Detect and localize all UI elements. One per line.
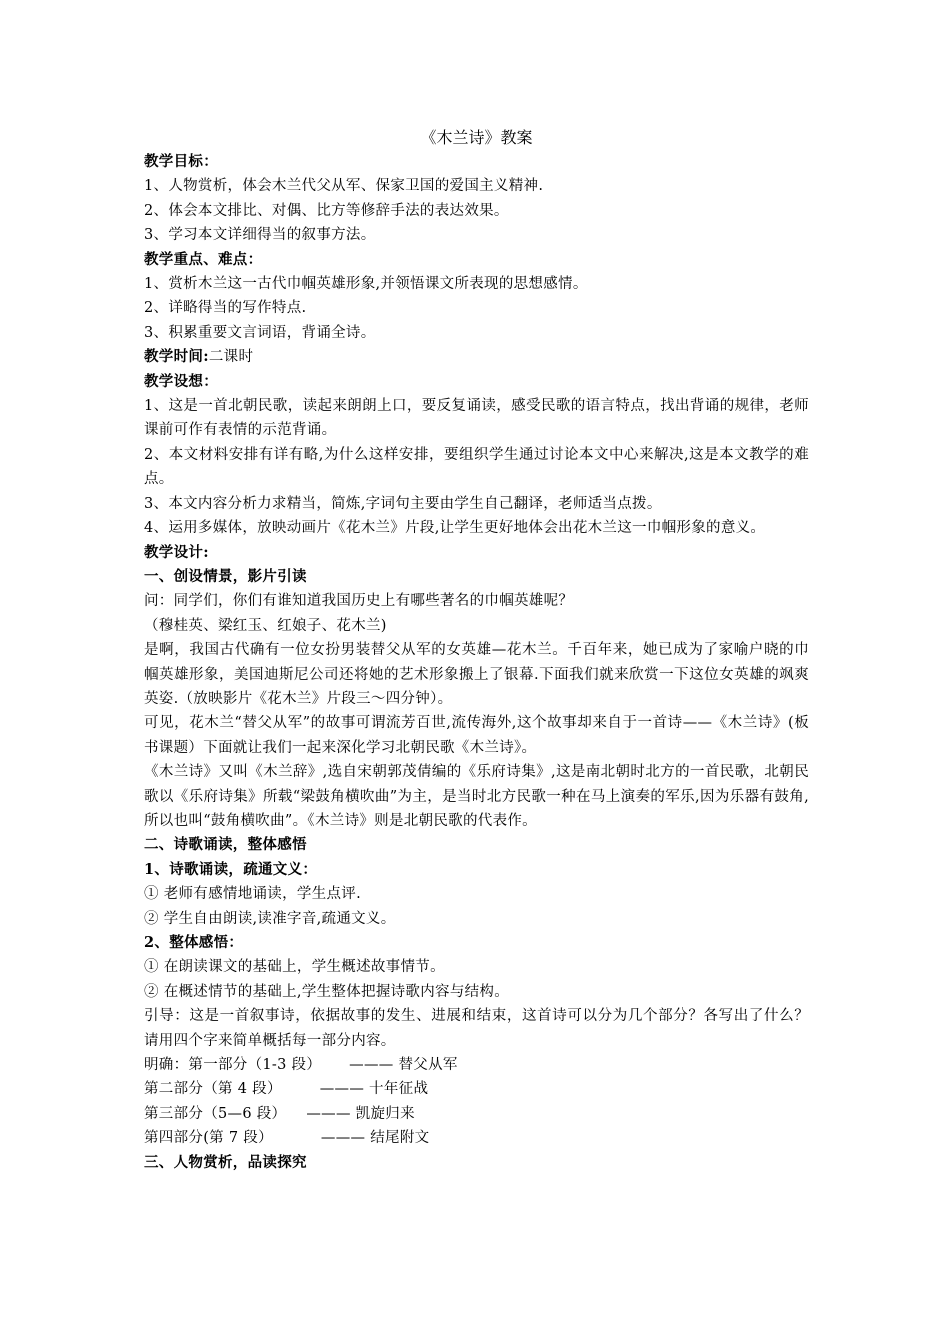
section1-paragraph: 《木兰诗》又叫《木兰辞》,选自宋朝郭茂倩编的《乐府诗集》,这是南北朝时北方的一首民歌，北朝民歌以《乐府诗集》所载“梁鼓角横吹曲”为主，是当时北方民歌一种在马上演奏的军乐,因为乐器有鼓角,所以也叫“鼓角横吹曲”。《木兰诗》则是北朝民歌的代表作。 [144,764,809,829]
part-row [144,1053,809,1077]
design-heading: 教学设计: [144,543,209,561]
objective-item: 1、人物赏析，体会木兰代父从军、保家卫国的爱国主义精神. [144,178,544,195]
focus-item: 1、赏析木兰这一古代巾帼英雄形象,并领悟课文所表现的思想感情。 [144,276,588,293]
document-body [144,126,809,1175]
document-title: 《木兰诗》教案 [420,128,533,147]
part-row [144,1102,809,1126]
ideas-heading: 教学设想： [144,372,218,390]
sub1-item: ① 老师有感情地诵读，学生点评. [144,886,362,903]
section1-answer: （穆桂英、梁红玉、红娘子、花木兰) [144,617,387,634]
sub2-heading: 2、整体感悟： [144,934,244,951]
idea-item: 4、运用多媒体，放映动画片《花木兰》片段,让学生更好地体会出花木兰这一巾帼形象的意义。 [144,520,766,537]
section1-paragraph: 可见，花木兰“替父从军”的故事可谓流芳百世,流传海外,这个故事却来自于一首诗——《木兰诗》(板书课题）下面就让我们一起来深化学习北朝民歌《木兰诗》。 [144,715,809,756]
sub2-item: ② 在概述情节的基础上,学生整体把握诗歌内容与结构。 [144,983,510,1000]
part-summary: ——— 结尾附文 [320,1130,430,1147]
part-summary: ——— 十年征战 [319,1081,429,1098]
objective-item: 2、体会本文排比、对偶、比方等修辞手法的表达效果。 [144,202,509,219]
teaching-time-value: 二课时 [208,349,254,366]
section1-paragraph: 是啊，我国古代确有一位女扮男装替父从军的女英雄—花木兰。千百年来，她已成为了家喻户晓的巾帼英雄形象，美国迪斯尼公司还将她的艺术形象搬上了银幕.下面我们就来欣赏一下这位女英雄的飒爽英姿.（放映影片《花木兰》片段三～四分钟）。 [144,642,809,707]
focus-heading: 教学重点、难点： [144,250,263,268]
idea-item: 3、本文内容分析力求精当，简炼,字词句主要由学生自己翻译，老师适当点拨。 [144,495,662,512]
part-row [144,1126,809,1150]
part-label: 第三部分（5—6 段） [144,1105,287,1122]
sub1-item: ② 学生自由朗读,读准字音,疏通文义。 [144,910,396,927]
focus-item: 3、积累重要文言词语，背诵全诗。 [144,324,376,341]
section2-heading: 二、诗歌诵读，整体感悟 [144,836,307,854]
section1-heading: 一、创设情景，影片引读 [144,567,307,585]
part-row [144,1077,809,1101]
part-summary: ——— 凯旋归来 [306,1105,415,1122]
sub1-heading: 1、诗歌诵读，疏通文义： [144,860,318,878]
part-label: 第二部分（第 4 段） [144,1081,282,1098]
part-label: 明确：第一部分（1-3 段） [144,1057,322,1074]
teaching-time [144,345,809,369]
part-label: 第四部分(第 7 段） [144,1130,273,1147]
idea-item: 2、本文材料安排有详有略,为什么这样安排，要组织学生通过讨论本文中心来解决,这是本文教学的难点。 [144,446,809,488]
focus-item: 2、详略得当的写作特点. [144,300,307,317]
guide-paragraph: 引导：这是一首叙事诗，依据故事的发生、进展和结束，这首诗可以分为几个部分？各写出了什么？请用四个字来简单概括每一部分内容。 [144,1008,809,1049]
sub2-item: ① 在朗读课文的基础上，学生概述故事情节。 [144,959,445,976]
teaching-time-label: 教学时间: [144,348,209,366]
section1-question: 问：同学们，你们有谁知道我国历史上有哪些著名的巾帼英雄呢？ [144,593,574,610]
section3-heading: 三、人物赏析，品读探究 [144,1153,307,1171]
idea-item: 1、这是一首北朝民歌，读起来朗朗上口，要反复诵读，感受民歌的语言特点，找出背诵的规律，老师课前可作有表情的示范背诵。 [144,398,809,439]
objectives-heading: 教学目标： [144,153,218,170]
objective-item: 3、学习本文详细得当的叙事方法。 [144,227,376,244]
part-summary: ——— 替父从军 [349,1057,458,1074]
